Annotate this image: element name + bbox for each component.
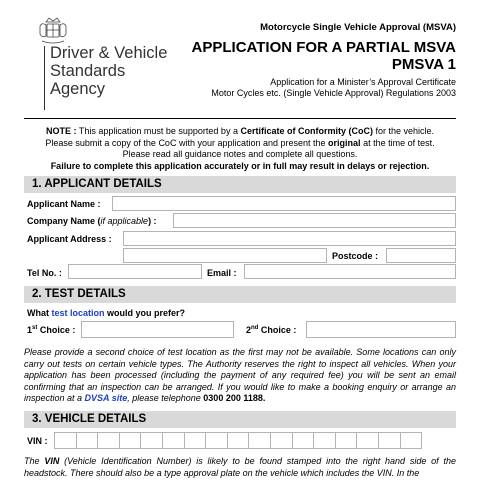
- company-name-end: ) :: [148, 216, 157, 226]
- agency-name: Driver & Vehicle Standards Agency: [50, 44, 168, 98]
- phone-number: 0300 200 1188.: [203, 393, 266, 403]
- second-choice-label: [246, 325, 296, 335]
- second-choice-number: 2: [246, 325, 252, 335]
- vin-character-cell[interactable]: [140, 432, 163, 449]
- email-field[interactable]: [244, 264, 456, 279]
- guidance-text-end: , please telephone: [127, 393, 204, 403]
- company-name-label: [27, 216, 157, 226]
- vin-character-cell[interactable]: [119, 432, 142, 449]
- form-title: APPLICATION FOR A PARTIAL MSVA: [191, 39, 456, 56]
- note-block: [24, 126, 456, 172]
- vin-character-cell[interactable]: [270, 432, 293, 449]
- vin-label: VIN :: [27, 436, 48, 446]
- vin-guidance-text-end: (Vehicle Identification Number) is likely to be found stamped into the right hand side of the headstock. There should also be a type approval plate on the vehicle which includes the VIN. In the: [24, 456, 456, 478]
- company-name-text: Company Name (: [27, 216, 101, 226]
- tel-field[interactable]: [68, 264, 202, 279]
- first-choice-field[interactable]: [81, 321, 234, 338]
- note-warning: Failure to complete this application accurately or in full may result in delays or rejection.: [50, 160, 430, 171]
- note-line3: Please read all guidance notes and complete all questions.: [122, 149, 358, 159]
- logo-divider: [44, 46, 45, 110]
- vin-character-cell[interactable]: [162, 432, 185, 449]
- second-choice-suffix: nd: [251, 325, 259, 331]
- note-coc: Certificate of Conformity (CoC): [240, 126, 373, 136]
- vin-guidance: [24, 456, 456, 479]
- question-text-end: would you prefer?: [104, 308, 186, 318]
- dvsa-site-link[interactable]: DVSA site: [84, 393, 128, 403]
- first-choice-text: Choice :: [37, 325, 76, 335]
- vin-character-cell[interactable]: [356, 432, 379, 449]
- address-line1-field[interactable]: [123, 231, 456, 246]
- tel-label: Tel No. :: [27, 268, 62, 278]
- header-rule: [24, 118, 456, 119]
- section-vehicle-header: 3. VEHICLE DETAILS: [24, 411, 456, 428]
- vin-character-cell[interactable]: [292, 432, 315, 449]
- applicant-name-label: Applicant Name :: [27, 199, 101, 209]
- vin-guidance-text: The: [24, 456, 45, 466]
- test-location-guidance: [24, 347, 456, 405]
- note-line2: Please submit a copy of the CoC with your application and present the: [45, 137, 329, 148]
- address-line2-field[interactable]: [123, 248, 327, 263]
- email-label: Email :: [207, 268, 237, 278]
- if-applicable-text: if applicable: [100, 216, 149, 226]
- section-applicant-header: 1. APPLICANT DETAILS: [24, 176, 456, 193]
- vin-character-cell[interactable]: [76, 432, 99, 449]
- test-location-link[interactable]: test location: [51, 308, 105, 318]
- vin-input-grid: [54, 432, 421, 449]
- form-header: [156, 22, 456, 99]
- guidance-text: Please provide a second choice of test location as the first may not be available. Some locations can only carry out tests on certain vehicle types. The Authority reserves the right to inspect all vehicles. When your application has been processed (including the payment of any required fee) you will be sent an email confirming that an inspection can be arranged. If you would like to make a booking enquiry or arrange an inspection at a: [24, 347, 456, 403]
- vin-character-cell[interactable]: [54, 432, 77, 449]
- vin-character-cell[interactable]: [400, 432, 423, 449]
- company-name-field[interactable]: [173, 213, 456, 228]
- vin-character-cell[interactable]: [97, 432, 120, 449]
- vin-character-cell[interactable]: [205, 432, 228, 449]
- note-line2-end: at the time of test.: [360, 137, 435, 148]
- section-test-header: 2. TEST DETAILS: [24, 286, 456, 303]
- vin-term: VIN: [44, 456, 60, 466]
- postcode-label: Postcode :: [332, 251, 379, 261]
- note-text-end: for the vehicle.: [372, 126, 434, 136]
- form-subtitle: Motorcycle Single Vehicle Approval (MSVA): [260, 22, 456, 33]
- applicant-address-label: Applicant Address :: [27, 234, 112, 244]
- question-text: What: [27, 308, 52, 318]
- note-original: original: [328, 137, 361, 148]
- applicant-name-field[interactable]: [112, 196, 456, 211]
- vin-character-cell[interactable]: [335, 432, 358, 449]
- form-description: Application for a Minister’s Approval Certificate: [270, 77, 456, 87]
- vin-character-cell[interactable]: [378, 432, 401, 449]
- postcode-field[interactable]: [386, 248, 456, 263]
- form-regulations: Motor Cycles etc. (Single Vehicle Approval) Regulations 2003: [211, 88, 456, 98]
- first-choice-number: 1: [27, 325, 33, 335]
- royal-crest-icon: [36, 16, 70, 46]
- second-choice-field[interactable]: [306, 321, 456, 338]
- note-text: This application must be supported by a: [76, 126, 241, 136]
- vin-character-cell[interactable]: [184, 432, 207, 449]
- vin-character-cell[interactable]: [313, 432, 336, 449]
- vin-character-cell[interactable]: [248, 432, 271, 449]
- note-label: NOTE :: [46, 126, 77, 136]
- test-location-question: [27, 308, 185, 318]
- second-choice-text: Choice :: [258, 325, 297, 335]
- first-choice-label: [27, 325, 75, 335]
- vin-character-cell[interactable]: [227, 432, 250, 449]
- first-choice-suffix: st: [32, 325, 38, 331]
- form-code: PMSVA 1: [391, 56, 456, 73]
